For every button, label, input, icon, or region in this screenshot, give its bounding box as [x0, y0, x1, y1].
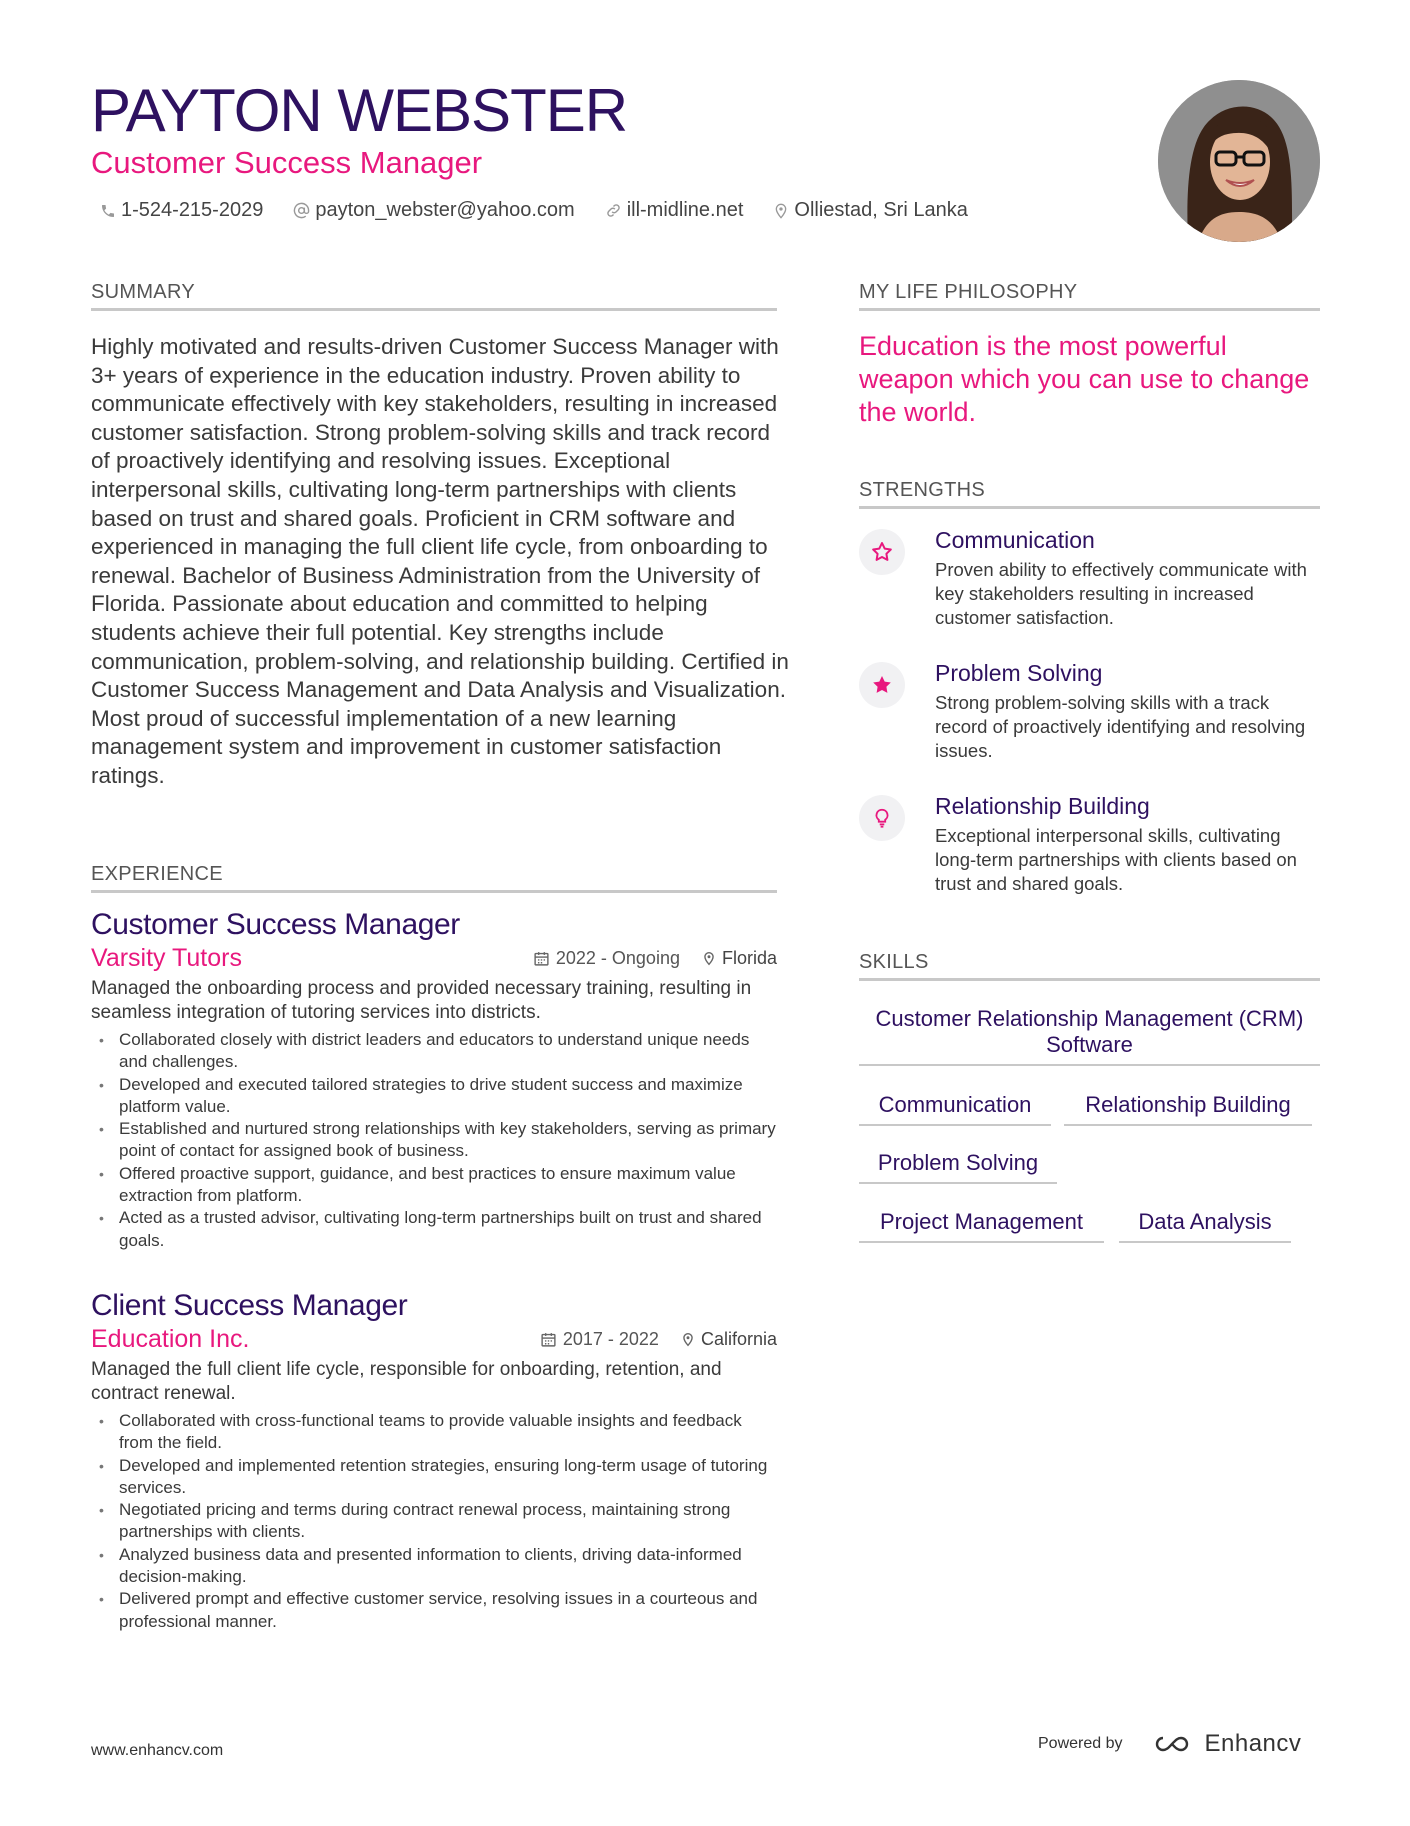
strength-title: Problem Solving	[935, 660, 1103, 686]
brand-name[interactable]: Enhancv	[1204, 1730, 1302, 1757]
job-bullet: • Analyzed business data and presented information to clients, driving data-informed decision-making.	[91, 1544, 777, 1589]
skill-tag: Relationship Building	[1064, 1092, 1312, 1126]
map-pin-icon	[681, 1331, 695, 1348]
website-text[interactable]: ill-midline.net	[626, 199, 744, 221]
skill-tag: Project Management	[859, 1209, 1104, 1243]
phone-text[interactable]: 1-524-215-2029	[121, 199, 264, 221]
star-outline-icon	[859, 529, 905, 575]
contact-bar	[100, 199, 998, 222]
contact-email	[293, 199, 574, 222]
enhancv-logo-icon	[1149, 1732, 1195, 1756]
at-icon	[293, 202, 310, 219]
job-dates: 2022 - Ongoing	[555, 948, 680, 968]
summary-text: Highly motivated and results-driven Customer Success Manager with 3+ years of experience in the education industry. Proven ability to communicate effectively with key stakeholders, resulting in increased customer satisfaction. Strong problem-solving skills and track record of proactively identifying and resolving issues. Exceptional interpersonal skills, cultivating long-term partnerships with clients based on trust and shared goals. Proficient in CRM software and experienced in managing the full client life cycle, from onboarding to renewal. Bachelor of Business Administration from the University of Florida. Passionate about education and committed to helping students achieve their full potential. Key strengths include communication, problem-solving, and relationship building. Certified in Customer Success Management and Data Analysis and Visualization. Most proud of successful implementation of a new learning management system and improvement in customer satisfaction ratings.	[91, 334, 789, 788]
job-bullets	[91, 1029, 777, 1252]
strength-title: Communication	[935, 527, 1095, 553]
job-location: California	[700, 1329, 777, 1349]
skill-tag: Communication	[859, 1092, 1051, 1126]
star-filled-icon	[859, 662, 905, 708]
job-bullet: • Delivered prompt and effective customer service, resolving issues in a courteous and professional manner.	[91, 1588, 777, 1633]
phone-icon	[100, 203, 116, 219]
experience-heading: EXPERIENCE	[91, 863, 777, 893]
job-bullet: • Acted as a trusted advisor, cultivating long-term partnerships built on trust and shared goals.	[91, 1207, 777, 1252]
strength-desc: Strong problem-solving skills with a track record of proactively identifying and resolving issues.	[935, 692, 1306, 761]
contact-location	[773, 199, 967, 222]
job-description: Managed the full client life cycle, responsible for onboarding, retention, and contract renewal.	[91, 1359, 722, 1404]
candidate-name: PAYTON WEBSTER	[91, 77, 628, 144]
powered-by-label: Powered by	[1038, 1735, 1123, 1752]
job-bullets	[91, 1410, 777, 1633]
job-title: Customer Success Manager	[91, 908, 460, 941]
strength-item-relationship-building	[859, 793, 1320, 896]
job-bullet: • Developed and executed tailored strategies to drive student success and maximize platform value.	[91, 1074, 777, 1119]
map-pin-icon	[773, 202, 789, 220]
job-bullet: • Collaborated closely with district leaders and educators to understand unique needs and challenges.	[91, 1029, 777, 1074]
job-location: Florida	[721, 948, 777, 968]
candidate-title: Customer Success Manager	[91, 145, 483, 180]
strength-desc: Exceptional interpersonal skills, cultivating long-term partnerships with clients based on trust and shared goals.	[935, 825, 1297, 894]
strengths-heading: STRENGTHS	[859, 479, 1320, 509]
summary-heading: SUMMARY	[91, 281, 777, 311]
job-meta	[533, 948, 777, 969]
contact-website	[605, 199, 744, 222]
skills-heading: SKILLS	[859, 951, 1320, 981]
contact-phone	[100, 199, 263, 222]
skill-tag: Customer Relationship Management (CRM) Software	[859, 1006, 1320, 1066]
lightbulb-icon	[859, 795, 905, 841]
job-bullet: • Developed and implemented retention strategies, ensuring long-term usage of tutoring services.	[91, 1455, 777, 1500]
job-1	[91, 908, 777, 1252]
skill-tag: Data Analysis	[1119, 1209, 1291, 1243]
strength-item-communication	[859, 527, 1320, 630]
job-bullet: • Collaborated with cross-functional teams to provide valuable insights and feedback from the field.	[91, 1410, 777, 1455]
portrait-illustration	[1158, 80, 1320, 242]
job-2	[91, 1289, 777, 1633]
job-meta	[540, 1329, 777, 1350]
link-icon	[605, 202, 622, 219]
profile-photo	[1158, 80, 1320, 242]
map-pin-icon	[702, 950, 716, 967]
calendar-icon	[540, 1331, 557, 1348]
philosophy-quote: Education is the most powerful weapon which you can use to change the world.	[859, 331, 1310, 427]
strength-desc: Proven ability to effectively communicate with key stakeholders resulting in increased customer satisfaction.	[935, 559, 1307, 628]
footer-branding	[1038, 1730, 1301, 1758]
job-dates: 2017 - 2022	[562, 1329, 659, 1349]
job-company: Varsity Tutors	[91, 944, 242, 972]
job-bullet: • Established and nurtured strong relationships with key stakeholders, serving as primary point of contact for assigned book of business.	[91, 1118, 777, 1163]
strength-item-problem-solving	[859, 660, 1320, 763]
calendar-icon	[533, 950, 550, 967]
job-description: Managed the onboarding process and provided necessary training, resulting in seamless integration of tutoring services into districts.	[91, 978, 752, 1023]
email-text[interactable]: payton_webster@yahoo.com	[315, 199, 575, 221]
job-title: Client Success Manager	[91, 1289, 408, 1322]
philosophy-heading: MY LIFE PHILOSOPHY	[859, 281, 1320, 311]
skill-tag: Problem Solving	[859, 1150, 1057, 1184]
strength-title: Relationship Building	[935, 793, 1150, 819]
job-bullet: • Offered proactive support, guidance, and best practices to ensure maximum value extraction from platform.	[91, 1163, 777, 1208]
location-text: Olliestad, Sri Lanka	[794, 199, 968, 221]
job-bullet: • Negotiated pricing and terms during contract renewal process, maintaining strong partnerships with clients.	[91, 1499, 777, 1544]
job-company: Education Inc.	[91, 1325, 250, 1353]
footer-website[interactable]: www.enhancv.com	[91, 1742, 224, 1759]
